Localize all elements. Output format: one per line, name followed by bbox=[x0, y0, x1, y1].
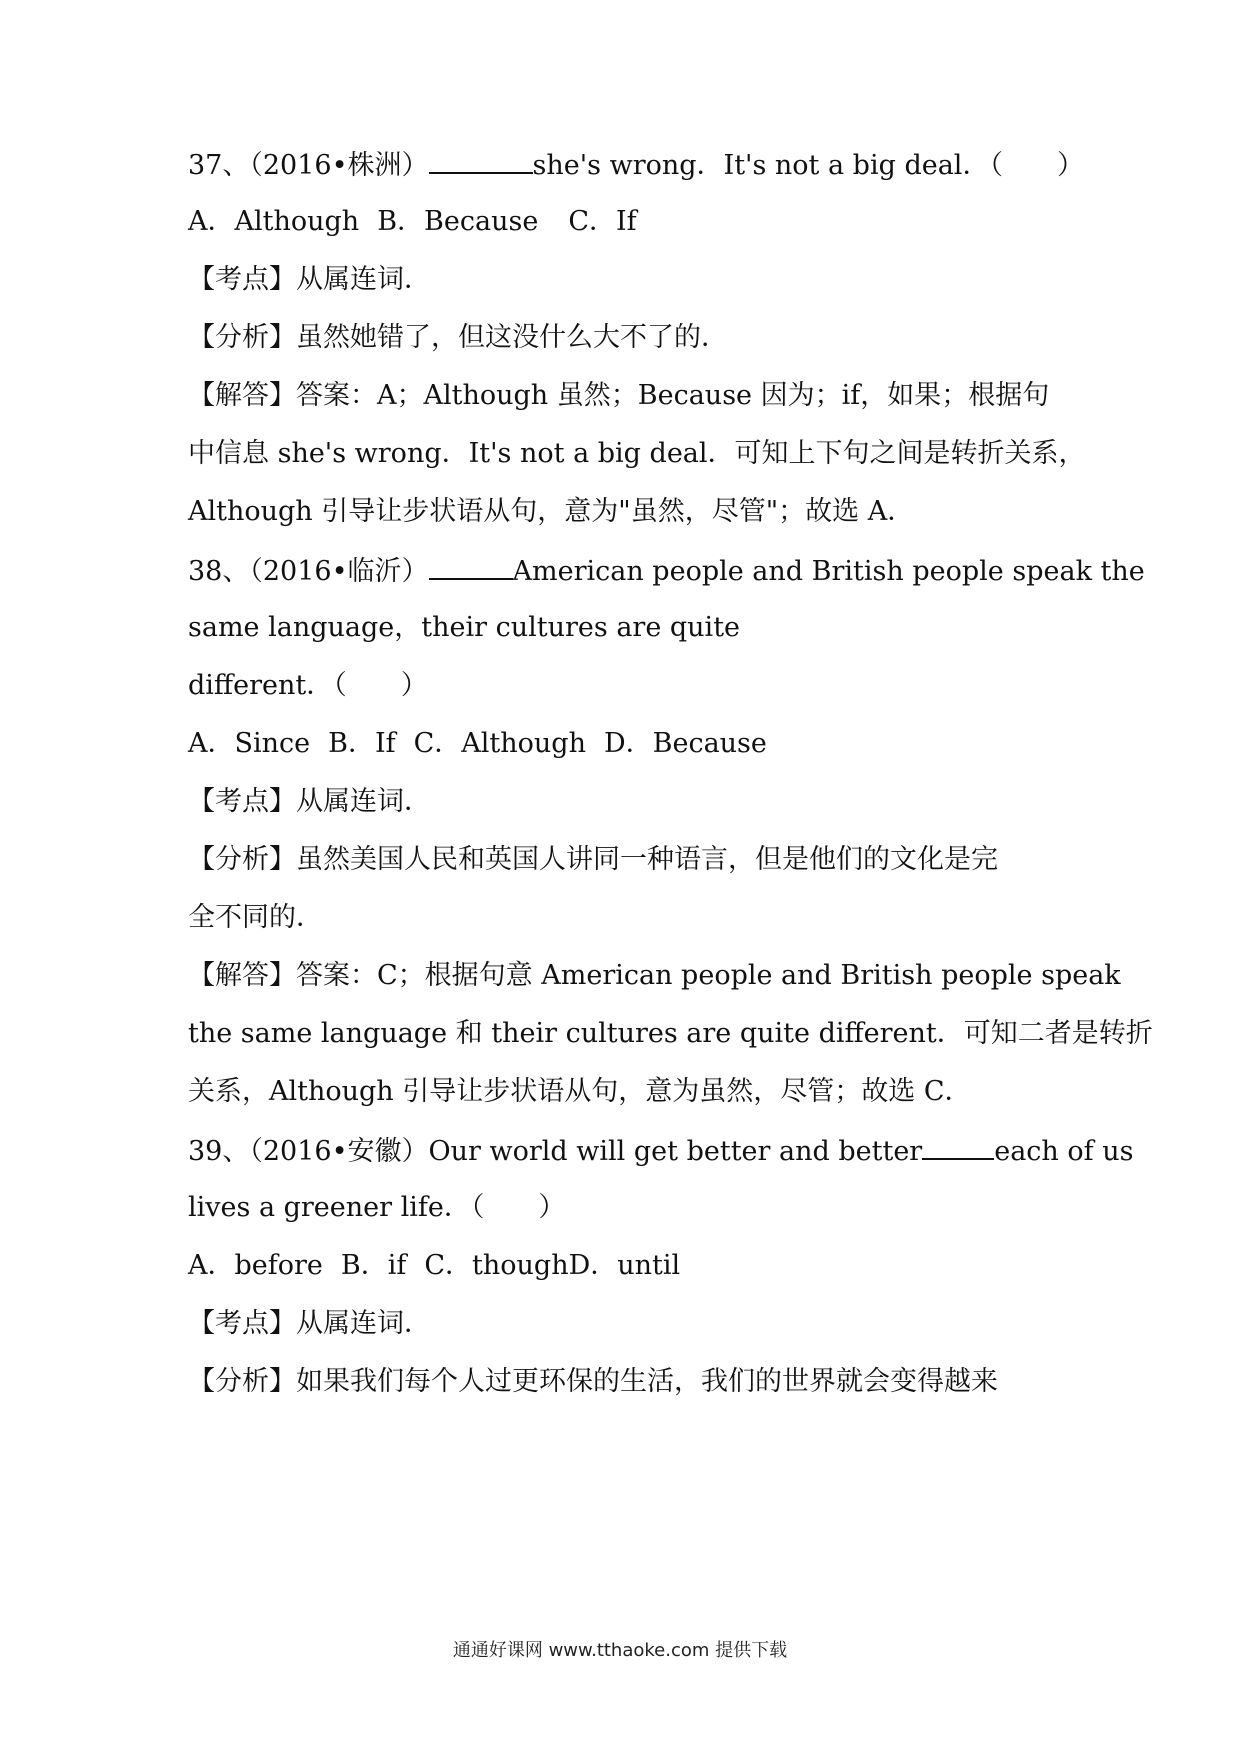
q37-jieda-line1: 【解答】答案：A；Although 虽然；Because 因为；if，如果；根据句 bbox=[188, 380, 1050, 411]
q38-stem-suffix: American people and British people speak the bbox=[512, 556, 1145, 587]
q38-answer-blank bbox=[429, 552, 513, 580]
q38-stem-line2: same language，their cultures are quite bbox=[188, 612, 741, 643]
q39-kaodian: 【考点】从属连词． bbox=[188, 1308, 431, 1339]
q37-option-c: C．If bbox=[568, 206, 637, 237]
q38-option-d: D．Because bbox=[603, 728, 767, 759]
q39-option-a: A．before bbox=[188, 1250, 323, 1281]
q38-stem-prefix: 38、（2016•临沂） bbox=[188, 556, 429, 587]
q38-option-a: A．Since bbox=[188, 728, 311, 759]
q38-fenxi-line1: 【分析】虽然美国人民和英国人讲同一种语言，但是他们的文化是完 bbox=[188, 844, 998, 875]
q39-stem bbox=[188, 1132, 1134, 1170]
q38-stem bbox=[188, 552, 1145, 590]
q39-option-d: D．until bbox=[568, 1250, 681, 1281]
q39-options bbox=[188, 1248, 1058, 1284]
q37-option-b: B．Because bbox=[377, 206, 539, 237]
q38-jieda-line3: 关系，Although 引导让步状语从句，意为虽然，尽管；故选 C． bbox=[188, 1076, 972, 1107]
q39-answer-blank bbox=[922, 1132, 994, 1160]
q37-option-a: A．Although bbox=[188, 206, 360, 237]
q37-stem bbox=[188, 146, 1084, 184]
q39-option-b: B．if bbox=[340, 1250, 407, 1281]
q38-options bbox=[188, 726, 1058, 762]
q37-fenxi: 【分析】虽然她错了，但这没什么大不了的． bbox=[188, 322, 728, 353]
q37-options bbox=[188, 204, 1058, 240]
q39-stem-line2: lives a greener life．（ ） bbox=[188, 1192, 566, 1223]
q37-answer-blank bbox=[429, 146, 533, 174]
q37-jieda-line3: Although 引导让步状语从句，意为"虽然，尽管"；故选 A． bbox=[188, 496, 915, 527]
q37-stem-prefix: 37、（2016•株洲） bbox=[188, 150, 429, 181]
page-footer: 通通好课网 www.tthaoke.com 提供下载 bbox=[452, 1640, 788, 1661]
q39-fenxi-line1: 【分析】如果我们每个人过更环保的生活，我们的世界就会变得越来 bbox=[188, 1366, 998, 1397]
q38-fenxi-line2: 全不同的． bbox=[188, 902, 323, 933]
q39-option-c: C．though bbox=[424, 1250, 569, 1281]
q38-option-c: C．Although bbox=[413, 728, 586, 759]
q39-stem-suffix: each of us bbox=[994, 1136, 1134, 1167]
q38-jieda-line2: the same language 和 their cultures are quite different．可知二者是转折 bbox=[188, 1018, 1153, 1049]
q37-jieda-line2: 中信息 she's wrong．It's not a big deal．可知上下句之间是转折关系， bbox=[188, 438, 1086, 469]
q38-kaodian: 【考点】从属连词． bbox=[188, 786, 431, 817]
q38-jieda-line1: 【解答】答案：C；根据句意 American people and British people speak bbox=[188, 960, 1121, 991]
q38-stem-line3: different．（ ） bbox=[188, 670, 428, 701]
q38-option-b: B．If bbox=[328, 728, 396, 759]
q37-stem-suffix: she's wrong．It's not a big deal．（ ） bbox=[532, 150, 1084, 181]
q37-kaodian: 【考点】从属连词． bbox=[188, 264, 431, 295]
q39-stem-prefix: 39、（2016•安徽）Our world will get better and better bbox=[188, 1136, 923, 1167]
